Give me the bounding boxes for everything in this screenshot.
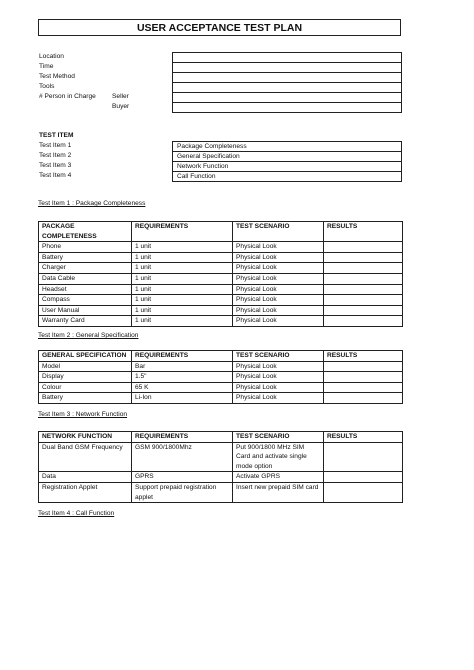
table-cell: 1.5" — [132, 372, 233, 383]
table-cell: GSM 900/1800Mhz — [132, 442, 233, 472]
test-method-label: Test Method — [39, 73, 75, 80]
table-cell: 65 K — [132, 382, 233, 393]
test-item-list — [39, 131, 73, 181]
location-field[interactable] — [172, 52, 402, 63]
column-header: REQUIREMENTS — [132, 432, 233, 443]
table-cell: Insert new prepaid SIM card — [233, 482, 324, 502]
table-cell: Warranty Card — [39, 316, 132, 327]
result-cell[interactable] — [324, 242, 403, 253]
table-header-row — [39, 222, 403, 242]
result-cell[interactable] — [324, 361, 403, 372]
table-cell: Physical Look — [233, 316, 324, 327]
time-field[interactable] — [172, 63, 402, 73]
test-item-3-value: Network Function — [172, 162, 402, 172]
section-1-title: Test Item 1 : Package Completeness — [38, 200, 146, 207]
result-cell[interactable] — [324, 252, 403, 263]
document-title: USER ACCEPTANCE TEST PLAN — [38, 19, 401, 36]
package-completeness-table — [38, 221, 403, 327]
column-header: TEST SCENARIO — [233, 432, 324, 443]
table-cell: Registration Applet — [39, 482, 132, 502]
buyer-label: Buyer — [112, 103, 130, 110]
table-cell: Dual Band GSM Frequency — [39, 442, 132, 472]
column-header: PACKAGE COMPLETENESS — [39, 222, 132, 242]
table-cell: 1 unit — [132, 284, 233, 295]
table-row — [39, 263, 403, 274]
result-cell[interactable] — [324, 305, 403, 316]
result-cell[interactable] — [324, 273, 403, 284]
result-cell[interactable] — [324, 472, 403, 483]
table-cell: Physical Look — [233, 382, 324, 393]
table-row — [39, 305, 403, 316]
table-row — [39, 382, 403, 393]
table-row — [39, 372, 403, 383]
table-cell: User Manual — [39, 305, 132, 316]
table-header-row — [39, 432, 403, 443]
table-row — [39, 252, 403, 263]
column-header: GENERAL SPECIFICATION — [39, 351, 132, 362]
table-cell: 1 unit — [132, 252, 233, 263]
table-cell: Battery — [39, 252, 132, 263]
table-row — [39, 284, 403, 295]
table-cell: Battery — [39, 393, 132, 404]
result-cell[interactable] — [324, 482, 403, 502]
column-header: RESULTS — [324, 432, 403, 443]
column-header: REQUIREMENTS — [132, 351, 233, 362]
table-cell: Physical Look — [233, 242, 324, 253]
test-item-2-label: Test Item 2 — [39, 152, 72, 159]
result-cell[interactable] — [324, 372, 403, 383]
table-row — [39, 361, 403, 372]
table-cell: Put 900/1800 MHz SIM Card and activate single mode option — [233, 442, 324, 472]
table-cell: Physical Look — [233, 393, 324, 404]
result-cell[interactable] — [324, 263, 403, 274]
table-cell: Physical Look — [233, 372, 324, 383]
tools-label: Tools — [39, 83, 55, 90]
test-item-boxes — [172, 141, 402, 182]
table-cell: Colour — [39, 382, 132, 393]
table-row — [39, 393, 403, 404]
table-cell: Activate GPRS — [233, 472, 324, 483]
table-cell: 1 unit — [132, 305, 233, 316]
column-header: TEST SCENARIO — [233, 222, 324, 242]
location-label: Location — [39, 53, 64, 60]
table-cell: Physical Look — [233, 263, 324, 274]
column-header: NETWORK FUNCTION — [39, 432, 132, 443]
column-header: RESULTS — [324, 351, 403, 362]
table-row — [39, 442, 403, 472]
test-item-heading: TEST ITEM — [39, 132, 74, 139]
table-cell: Display — [39, 372, 132, 383]
section-4-title: Test Item 4 : Call Function — [38, 510, 115, 517]
table-row — [39, 295, 403, 306]
general-specification-table — [38, 350, 403, 404]
time-label: Time — [39, 63, 54, 70]
table-row — [39, 482, 403, 502]
test-item-2-value: General Specification — [172, 152, 402, 162]
info-input-boxes — [172, 52, 402, 113]
table-cell: 1 unit — [132, 263, 233, 274]
column-header: REQUIREMENTS — [132, 222, 233, 242]
table-cell: Physical Look — [233, 284, 324, 295]
table-cell: Model — [39, 361, 132, 372]
table-cell: Data Cable — [39, 273, 132, 284]
table-cell: Headset — [39, 284, 132, 295]
tools-field[interactable] — [172, 83, 402, 93]
test-item-1-value: Package Completeness — [172, 141, 402, 152]
section-2-title: Test Item 2 : General Specification — [38, 332, 139, 339]
table-cell: Phone — [39, 242, 132, 253]
table-row — [39, 472, 403, 483]
table-header-row — [39, 351, 403, 362]
table-cell: 1 unit — [132, 273, 233, 284]
table-cell: Data — [39, 472, 132, 483]
column-header: TEST SCENARIO — [233, 351, 324, 362]
table-cell: Bar — [132, 361, 233, 372]
table-cell: 1 unit — [132, 242, 233, 253]
seller-field[interactable] — [172, 93, 402, 103]
table-cell: Charger — [39, 263, 132, 274]
network-function-table — [38, 431, 403, 503]
table-row — [39, 242, 403, 253]
seller-label: Seller — [112, 93, 129, 100]
test-item-4-label: Test Item 4 — [39, 172, 72, 179]
result-cell[interactable] — [324, 442, 403, 472]
table-cell: Physical Look — [233, 252, 324, 263]
table-cell: Physical Look — [233, 305, 324, 316]
column-header: RESULTS — [324, 222, 403, 242]
table-cell: GPRS — [132, 472, 233, 483]
test-item-1-label: Test Item 1 — [39, 142, 72, 149]
result-cell[interactable] — [324, 382, 403, 393]
table-cell: Li-Ion — [132, 393, 233, 404]
test-item-4-value: Call Function — [172, 172, 402, 182]
result-cell[interactable] — [324, 316, 403, 327]
table-cell: Physical Look — [233, 273, 324, 284]
test-item-3-label: Test Item 3 — [39, 162, 72, 169]
table-cell: 1 unit — [132, 316, 233, 327]
section-3-title: Test Item 3 : Network Function — [38, 411, 128, 418]
table-row — [39, 273, 403, 284]
table-cell: 1 unit — [132, 295, 233, 306]
result-cell[interactable] — [324, 295, 403, 306]
table-cell: Support prepaid registration applet — [132, 482, 233, 502]
table-cell: Physical Look — [233, 295, 324, 306]
test-method-field[interactable] — [172, 73, 402, 83]
table-cell: Compass — [39, 295, 132, 306]
result-cell[interactable] — [324, 284, 403, 295]
info-labels — [39, 52, 96, 102]
result-cell[interactable] — [324, 393, 403, 404]
buyer-field[interactable] — [172, 103, 402, 113]
table-cell: Physical Look — [233, 361, 324, 372]
table-row — [39, 316, 403, 327]
person-in-charge-label: # Person in Charge — [39, 93, 96, 100]
